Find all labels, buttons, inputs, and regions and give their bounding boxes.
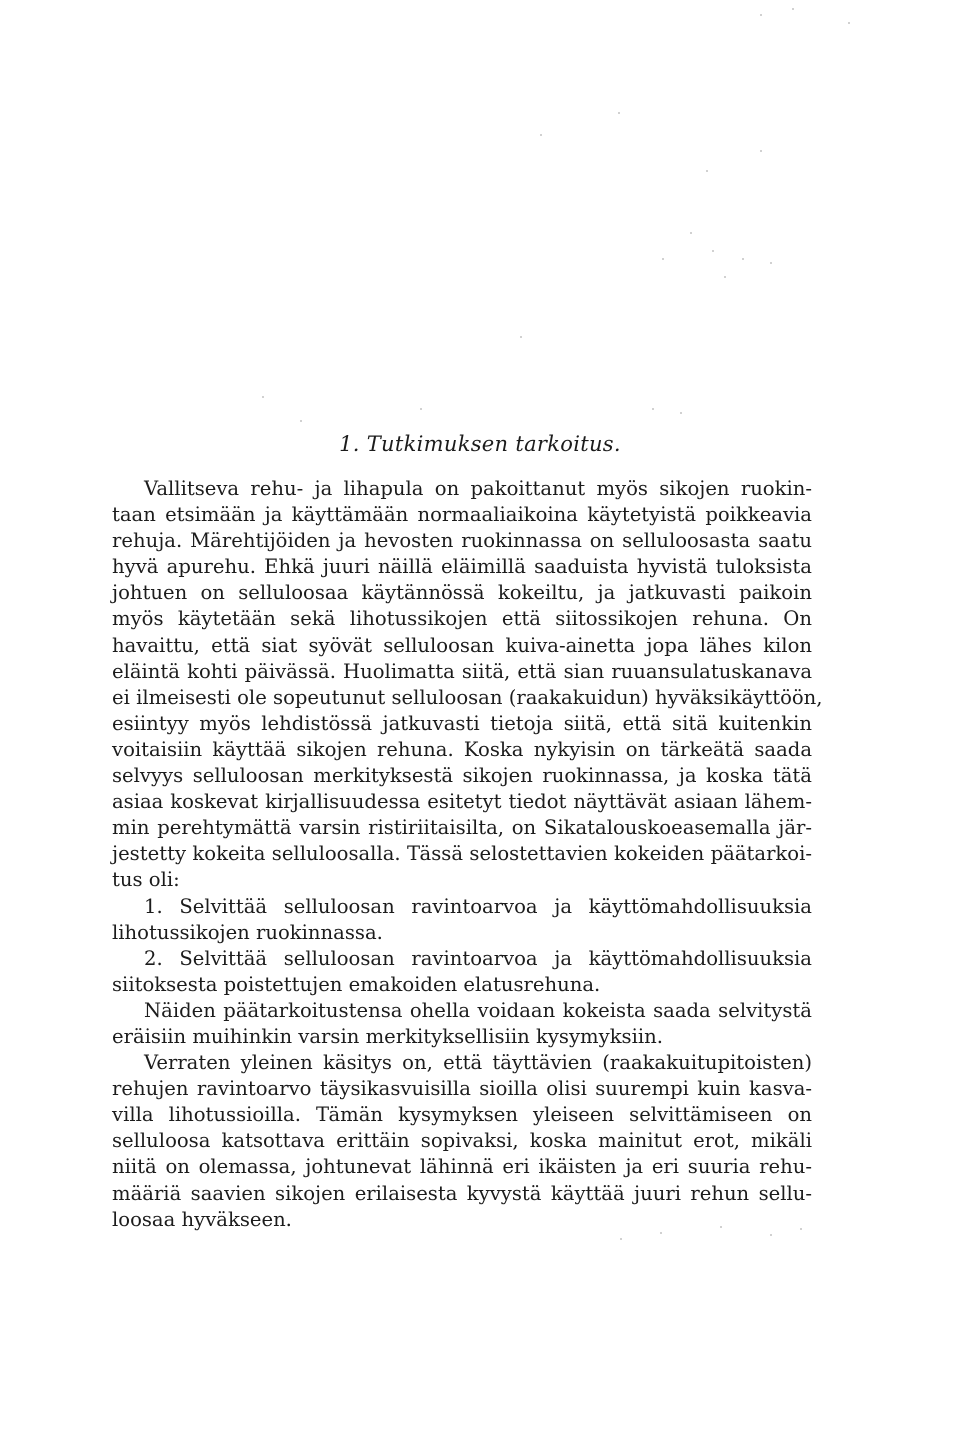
scan-speck: [770, 262, 772, 264]
section-heading: 1. Tutkimuksen tarkoitus.: [339, 432, 621, 456]
scan-speck: [770, 1234, 772, 1236]
scan-speck: [618, 112, 620, 114]
text-line: esiintyy myös lehdistössä jatkuvasti tietoja siitä, että sitä kuitenkin: [112, 711, 812, 735]
text-line: selvyys selluloosan merkityksestä sikojen ruokinnassa, ja koska tätä: [112, 764, 812, 788]
scan-speck: [652, 408, 654, 410]
text-line: hyvä apurehu. Ehkä juuri näillä eläimillä saaduista hyvistä tuloksista: [112, 555, 812, 579]
text-line: lihotussikojen ruokinnassa.: [112, 920, 383, 944]
text-line: villa lihotussioilla. Tämän kysymyksen yleiseen selvittämiseen on: [112, 1103, 812, 1127]
text-line: johtuen on selluloosaa käytännössä kokeiltu, ja jatkuvasti paikoin: [112, 581, 812, 605]
scan-speck: [300, 420, 302, 422]
text-line: niitä on olemassa, johtunevat lähinnä eri ikäisten ja eri suuria rehu-: [112, 1155, 812, 1179]
scan-speck: [262, 396, 264, 398]
scan-speck: [680, 412, 682, 414]
text-line: jestetty kokeita selluloosalla. Tässä selostettavien kokeiden päätarkoi-: [112, 842, 812, 866]
list-item: 1. Selvittää selluloosan ravintoarvoa ja käyttömahdollisuuksia: [144, 894, 812, 918]
text-line: selluloosa katsottava erittäin sopivaksi, koska mainitut erot, mikäli: [112, 1129, 812, 1153]
text-line: siitoksesta poistettujen emakoiden elatusrehuna.: [112, 972, 601, 996]
text-line: eräisiin muihinkin varsin merkityksellisiin kysymyksiin.: [112, 1024, 663, 1048]
scan-speck: [724, 276, 726, 278]
text-line: rehujen ravintoarvo täysikasvuisilla sioilla olisi suurempi kuin kasva-: [112, 1077, 812, 1101]
text-line: asiaa koskevat kirjallisuudessa esitetyt tiedot näyttävät asiaan lähem-: [112, 790, 812, 814]
text-line: loosaa hyväkseen.: [112, 1207, 292, 1231]
text-line: määriä saavien sikojen erilaisesta kyvystä käyttää juuri rehun sellu-: [112, 1181, 812, 1205]
text-line: tus oli:: [112, 868, 180, 892]
scan-speck: [662, 258, 664, 260]
scan-speck: [760, 150, 762, 152]
scan-speck: [742, 258, 744, 260]
text-line: rehuja. Märehtijöiden ja hevosten ruokinnassa on selluloosasta saatu: [112, 529, 812, 553]
scan-speck: [520, 336, 522, 338]
text-line: voitaisiin käyttää sikojen rehuna. Koska nykyisin on tärkeätä saada: [112, 737, 812, 761]
text-line: ei ilmeisesti ole sopeutunut selluloosan (raakakuidun) hyväksikäyttöön,: [112, 685, 823, 709]
text-line: Vallitseva rehu- ja lihapula on pakoittanut myös sikojen ruokin-: [144, 477, 812, 500]
scan-speck: [712, 250, 714, 252]
scan-speck: [792, 8, 794, 10]
scan-speck: [540, 134, 542, 136]
body-text: [112, 476, 823, 1233]
text-line: Näiden päätarkoitustensa ohella voidaan kokeista saada selvitystä: [144, 998, 812, 1022]
text-line: min perehtymättä varsin ristiriitaisilta, on Sikatalouskoeasemalla jär-: [112, 816, 812, 840]
text-line: eläintä kohti päivässä. Huolimatta siitä, että sian ruuansulatuskanava: [112, 659, 812, 683]
text-line: myös käytetään sekä lihotussikojen että siitossikojen rehuna. On: [112, 607, 812, 631]
scan-speck: [420, 408, 422, 410]
scan-speck: [760, 14, 762, 16]
scan-speck: [848, 22, 850, 24]
scan-speck: [620, 1238, 622, 1240]
list-item: 2. Selvittää selluloosan ravintoarvoa ja käyttömahdollisuuksia: [144, 946, 812, 970]
text-line: Verraten yleinen käsitys on, että täyttävien (raakakuitupitoisten): [144, 1051, 812, 1075]
text-line: havaittu, että siat syövät selluloosan kuiva-ainetta jopa lähes kilon: [112, 633, 812, 657]
text-line: taan etsimään ja käyttämään normaaliaikoina käytetyistä poikkeavia: [112, 503, 812, 527]
scan-speck: [690, 232, 692, 234]
scan-speck: [706, 170, 708, 172]
